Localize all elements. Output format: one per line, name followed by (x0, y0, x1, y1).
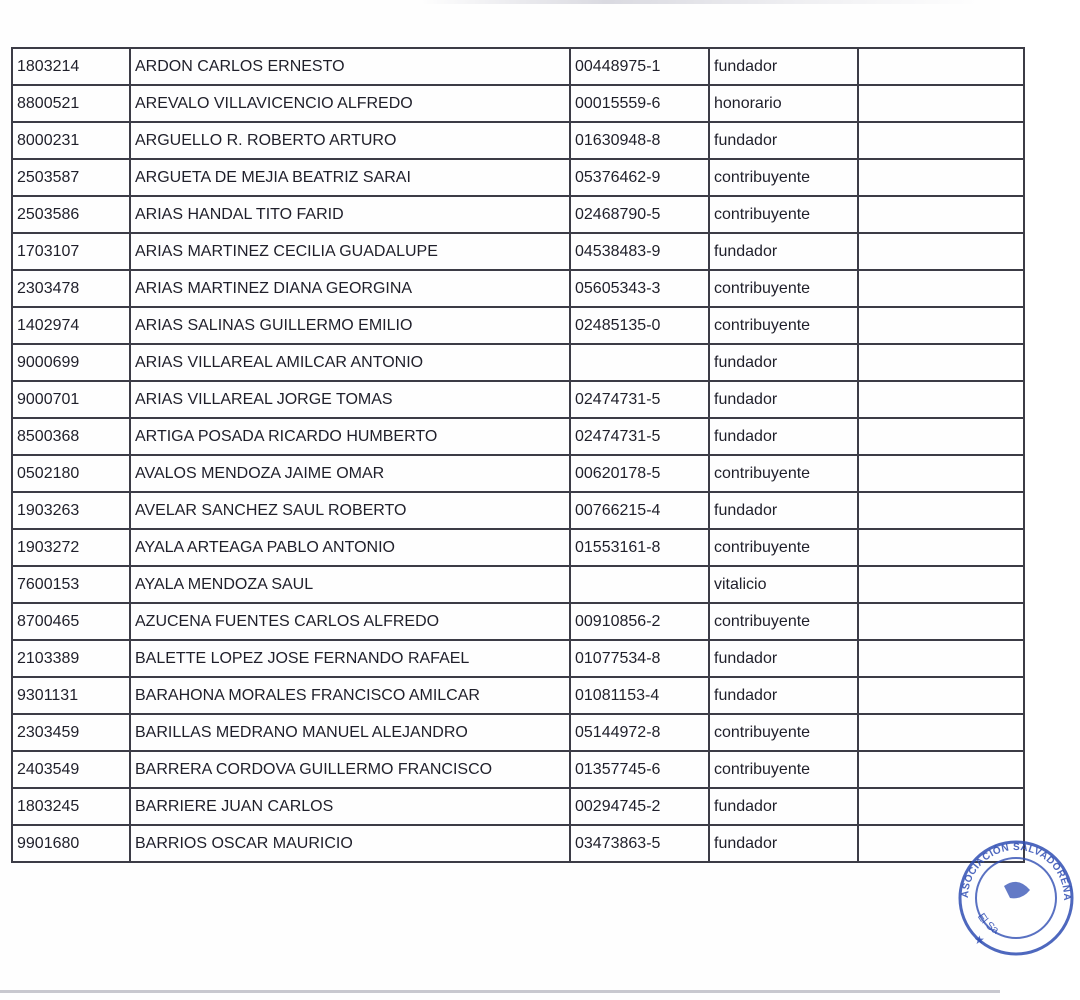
member-type: fundador (709, 492, 858, 529)
member-document: 01077534-8 (570, 640, 709, 677)
member-document: 05376462-9 (570, 159, 709, 196)
table-row (12, 566, 1024, 603)
member-code: 8000231 (12, 122, 130, 159)
page-edge-line (0, 990, 1000, 993)
member-extra-cell (858, 788, 1024, 825)
member-type: contribuyente (709, 196, 858, 233)
member-name: ARIAS HANDAL TITO FARID (130, 196, 570, 233)
member-type: contribuyente (709, 270, 858, 307)
member-type: fundador (709, 233, 858, 270)
table-row (12, 418, 1024, 455)
table-row (12, 714, 1024, 751)
member-name: AYALA MENDOZA SAUL (130, 566, 570, 603)
member-type: contribuyente (709, 455, 858, 492)
table-row (12, 159, 1024, 196)
member-extra-cell (858, 751, 1024, 788)
member-document: 01553161-8 (570, 529, 709, 566)
member-document: 00448975-1 (570, 48, 709, 85)
member-name: ARIAS MARTINEZ DIANA GEORGINA (130, 270, 570, 307)
member-name: AYALA ARTEAGA PABLO ANTONIO (130, 529, 570, 566)
member-code: 9000699 (12, 344, 130, 381)
member-name: ARTIGA POSADA RICARDO HUMBERTO (130, 418, 570, 455)
member-type: honorario (709, 85, 858, 122)
member-code: 8800521 (12, 85, 130, 122)
member-document: 00766215-4 (570, 492, 709, 529)
member-name: ARGUETA DE MEJIA BEATRIZ SARAI (130, 159, 570, 196)
association-seal-icon (952, 828, 1080, 968)
member-code: 2503586 (12, 196, 130, 233)
member-document: 02474731-5 (570, 381, 709, 418)
member-type: fundador (709, 418, 858, 455)
member-table (11, 47, 1025, 863)
member-code: 2303478 (12, 270, 130, 307)
member-type: contribuyente (709, 714, 858, 751)
table-row (12, 344, 1024, 381)
member-extra-cell (858, 196, 1024, 233)
member-name: ARDON CARLOS ERNESTO (130, 48, 570, 85)
member-document: 05605343-3 (570, 270, 709, 307)
table-row (12, 233, 1024, 270)
member-name: AVELAR SANCHEZ SAUL ROBERTO (130, 492, 570, 529)
member-document: 01630948-8 (570, 122, 709, 159)
table-row (12, 825, 1024, 862)
table-row (12, 85, 1024, 122)
table-row (12, 307, 1024, 344)
seal-text: ASOCIACIÓN SALVADOREÑA (959, 841, 1073, 902)
member-document: 02468790-5 (570, 196, 709, 233)
member-table-body (12, 48, 1024, 862)
member-extra-cell (858, 85, 1024, 122)
member-type: fundador (709, 122, 858, 159)
member-type: fundador (709, 677, 858, 714)
table-row (12, 270, 1024, 307)
table-row (12, 529, 1024, 566)
scan-artifact (420, 0, 980, 4)
member-extra-cell (858, 307, 1024, 344)
member-name: ARGUELLO R. ROBERTO ARTURO (130, 122, 570, 159)
table-row (12, 48, 1024, 85)
member-name: BARRIERE JUAN CARLOS (130, 788, 570, 825)
member-code: 2403549 (12, 751, 130, 788)
member-document: 01357745-6 (570, 751, 709, 788)
member-document: 00294745-2 (570, 788, 709, 825)
member-extra-cell (858, 48, 1024, 85)
member-type: fundador (709, 825, 858, 862)
member-name: BARRIOS OSCAR MAURICIO (130, 825, 570, 862)
member-extra-cell (858, 566, 1024, 603)
member-type: fundador (709, 344, 858, 381)
member-extra-cell (858, 233, 1024, 270)
member-extra-cell (858, 418, 1024, 455)
table-row (12, 381, 1024, 418)
member-document (570, 566, 709, 603)
table-row (12, 492, 1024, 529)
member-document: 00015559-6 (570, 85, 709, 122)
member-extra-cell (858, 270, 1024, 307)
member-type: fundador (709, 48, 858, 85)
member-code: 9301131 (12, 677, 130, 714)
table-row (12, 603, 1024, 640)
member-code: 2303459 (12, 714, 130, 751)
member-type: fundador (709, 381, 858, 418)
member-type: fundador (709, 788, 858, 825)
member-code: 0502180 (12, 455, 130, 492)
member-extra-cell (858, 603, 1024, 640)
member-code: 8500368 (12, 418, 130, 455)
member-name: AVALOS MENDOZA JAIME OMAR (130, 455, 570, 492)
member-document: 01081153-4 (570, 677, 709, 714)
member-name: BARRERA CORDOVA GUILLERMO FRANCISCO (130, 751, 570, 788)
member-extra-cell (858, 492, 1024, 529)
member-extra-cell (858, 159, 1024, 196)
member-extra-cell (858, 529, 1024, 566)
member-code: 1803214 (12, 48, 130, 85)
table-row (12, 677, 1024, 714)
member-extra-cell (858, 381, 1024, 418)
member-code: 1402974 (12, 307, 130, 344)
member-code: 1703107 (12, 233, 130, 270)
member-name: ARIAS VILLAREAL JORGE TOMAS (130, 381, 570, 418)
member-name: AZUCENA FUENTES CARLOS ALFREDO (130, 603, 570, 640)
member-code: 2503587 (12, 159, 130, 196)
member-extra-cell (858, 640, 1024, 677)
member-type: contribuyente (709, 751, 858, 788)
member-name: BALETTE LOPEZ JOSE FERNANDO RAFAEL (130, 640, 570, 677)
member-type: contribuyente (709, 307, 858, 344)
member-type: contribuyente (709, 529, 858, 566)
member-extra-cell (858, 714, 1024, 751)
member-type: contribuyente (709, 159, 858, 196)
member-name: ARIAS SALINAS GUILLERMO EMILIO (130, 307, 570, 344)
member-code: 9000701 (12, 381, 130, 418)
member-code: 1803245 (12, 788, 130, 825)
table-row (12, 788, 1024, 825)
seal-subtext: El Sa (974, 911, 1001, 937)
table-row (12, 196, 1024, 233)
table-row (12, 751, 1024, 788)
member-document: 03473863-5 (570, 825, 709, 862)
member-document: 05144972-8 (570, 714, 709, 751)
member-name: BARILLAS MEDRANO MANUEL ALEJANDRO (130, 714, 570, 751)
table-row (12, 122, 1024, 159)
member-code: 7600153 (12, 566, 130, 603)
member-document (570, 344, 709, 381)
member-name: AREVALO VILLAVICENCIO ALFREDO (130, 85, 570, 122)
member-document: 02485135-0 (570, 307, 709, 344)
member-name: ARIAS VILLAREAL AMILCAR ANTONIO (130, 344, 570, 381)
member-type: fundador (709, 640, 858, 677)
table-row (12, 455, 1024, 492)
member-document: 00910856-2 (570, 603, 709, 640)
member-code: 8700465 (12, 603, 130, 640)
member-type: vitalicio (709, 566, 858, 603)
member-extra-cell (858, 122, 1024, 159)
member-extra-cell (858, 455, 1024, 492)
member-extra-cell (858, 344, 1024, 381)
member-type: contribuyente (709, 603, 858, 640)
member-code: 1903272 (12, 529, 130, 566)
member-code: 2103389 (12, 640, 130, 677)
svg-text:★: ★ (974, 933, 985, 947)
member-extra-cell (858, 677, 1024, 714)
member-name: BARAHONA MORALES FRANCISCO AMILCAR (130, 677, 570, 714)
member-document: 02474731-5 (570, 418, 709, 455)
table-row (12, 640, 1024, 677)
member-name: ARIAS MARTINEZ CECILIA GUADALUPE (130, 233, 570, 270)
member-document: 00620178-5 (570, 455, 709, 492)
member-document: 04538483-9 (570, 233, 709, 270)
member-code: 1903263 (12, 492, 130, 529)
member-code: 9901680 (12, 825, 130, 862)
